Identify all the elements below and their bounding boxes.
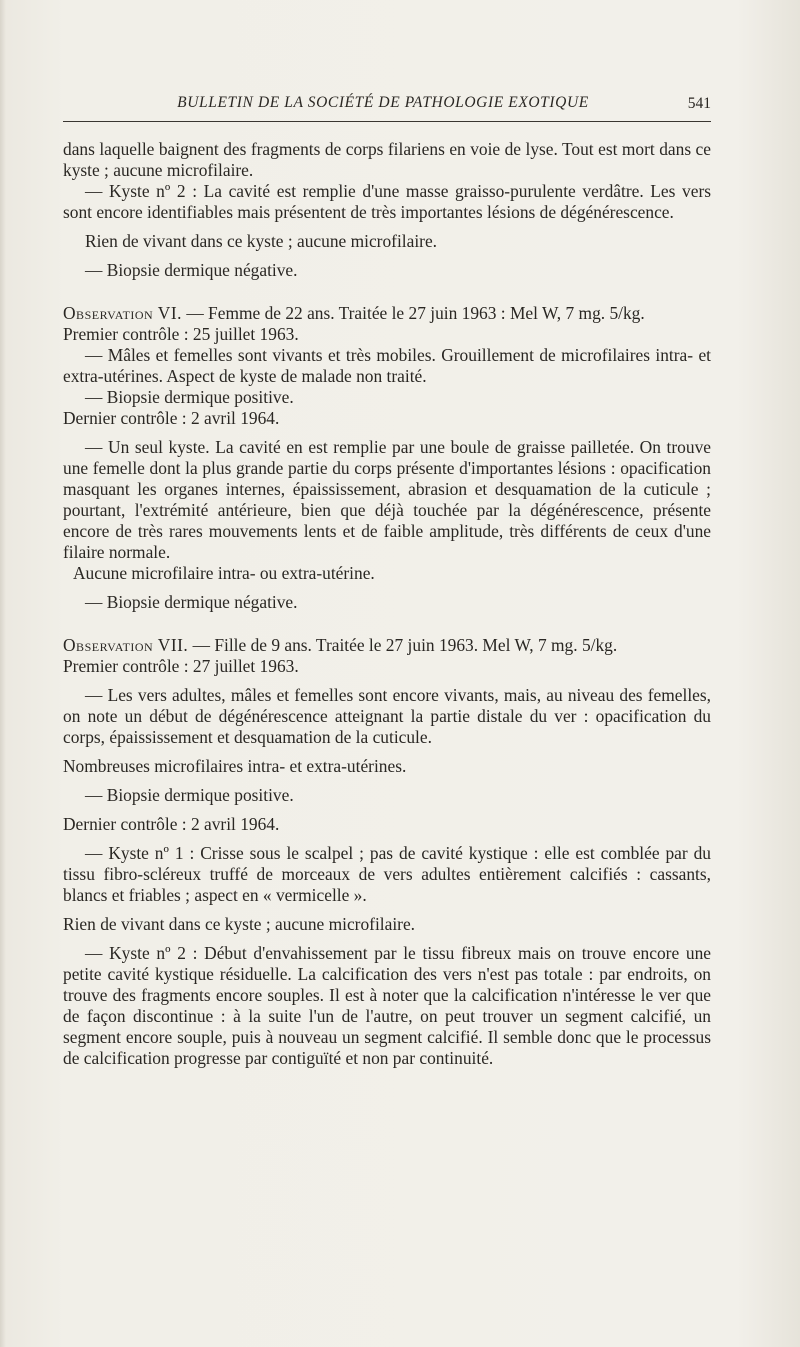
page-edge-shadow xyxy=(0,0,6,1347)
paragraph: — Un seul kyste. La cavité en est remplie par une boule de graisse pailletée. On trouve une femelle dont la plus grande partie du corps présente d'importantes lésions : opacification masquant les organes internes, épaississement, abrasion et desquamation de la cuticule ; pourtant, l'extrémité antérieure, bien que déjà touchée par la dégénérescence, présente encore de très rares mouvements lents et de faible amplitude, très différents de ceux d'une filaire normale. xyxy=(63,437,711,562)
paragraph: Rien de vivant dans ce kyste ; aucune microfilaire. xyxy=(85,231,438,251)
paragraph: Premier contrôle : 25 juillet 1963. xyxy=(63,324,299,344)
paragraph: — Kyste nº 2 : Début d'envahissement par le tissu fibreux mais on trouve encore une petite cavité kystique résiduelle. La calcification des vers n'est pas totale : par endroits, on trouve des fragments encore souples. Il est à noter que la calcification n'intéresse le ver que de façon discontinue : à la suite l'un de l'autre, on peut trouver un segment calcifié, un segment encore souple, puis à nouveau un segment calcifié. Il semble donc que le processus de calcification progresse par contiguïté et non par continuité. xyxy=(63,943,711,1068)
paragraph: — Biopsie dermique négative. xyxy=(85,592,298,612)
paragraph: — Mâles et femelles sont vivants et très mobiles. Grouillement de microfilaires intra- et extra-utérines. Aspect de kyste de malade non traité. xyxy=(63,345,711,386)
paragraph: — Kyste nº 2 : La cavité est remplie d'une masse graisso-purulente verdâtre. Les vers sont encore identifiables mais présentent de très importantes lésions de dégénérescence. xyxy=(63,181,711,222)
paragraph: — Les vers adultes, mâles et femelles sont encore vivants, mais, au niveau des femelles, on note un début de dégénérescence atteignant la partie distale du ver : opacification du corps, épaississement et desquamation de la cuticule. xyxy=(63,685,711,747)
paragraph: — Kyste nº 1 : Crisse sous le scalpel ; pas de cavité kystique : elle est comblée par du tissu fibro-scléreux truffé de morceaux de vers adultes entièrement calcifiés : cassants, blancs et friables ; aspect en « vermicelle ». xyxy=(63,843,711,905)
paragraph: — Biopsie dermique positive. xyxy=(85,785,294,805)
paragraph: Dernier contrôle : 2 avril 1964. xyxy=(63,814,280,834)
paragraph: Aucune microfilaire intra- ou extra-utérine. xyxy=(73,563,375,583)
paragraph: dans laquelle baignent des fragments de corps filariens en voie de lyse. Tout est mort dans ce kyste ; aucune microfilaire. xyxy=(63,139,711,180)
paragraph: Premier contrôle : 27 juillet 1963. xyxy=(63,656,299,676)
page-number: 541 xyxy=(687,95,711,112)
page-header xyxy=(63,92,711,122)
header-rule xyxy=(63,121,711,122)
running-title: BULLETIN DE LA SOCIÉTÉ DE PATHOLOGIE EXOTIQUE xyxy=(177,94,589,111)
observation-heading: Observation VI. xyxy=(63,303,182,323)
paragraph: Rien de vivant dans ce kyste ; aucune microfilaire. xyxy=(63,914,416,934)
observation-heading-paragraph xyxy=(63,303,711,324)
observation-text: — Fille de 9 ans. Traitée le 27 juin 1963. Mel W, 7 mg. 5/kg. xyxy=(188,635,618,655)
paragraph: — Biopsie dermique positive. xyxy=(85,387,294,407)
paragraph: Nombreuses microfilaires intra- et extra-utérines. xyxy=(63,756,407,776)
paragraph: Dernier contrôle : 2 avril 1964. xyxy=(63,408,280,428)
observation-text: — Femme de 22 ans. Traitée le 27 juin 1963 : Mel W, 7 mg. 5/kg. xyxy=(181,303,645,323)
observation-heading: Observation VII. xyxy=(63,635,189,655)
observation-heading-paragraph xyxy=(63,635,711,656)
paragraph: — Biopsie dermique négative. xyxy=(85,260,298,280)
article-body xyxy=(63,139,711,1069)
